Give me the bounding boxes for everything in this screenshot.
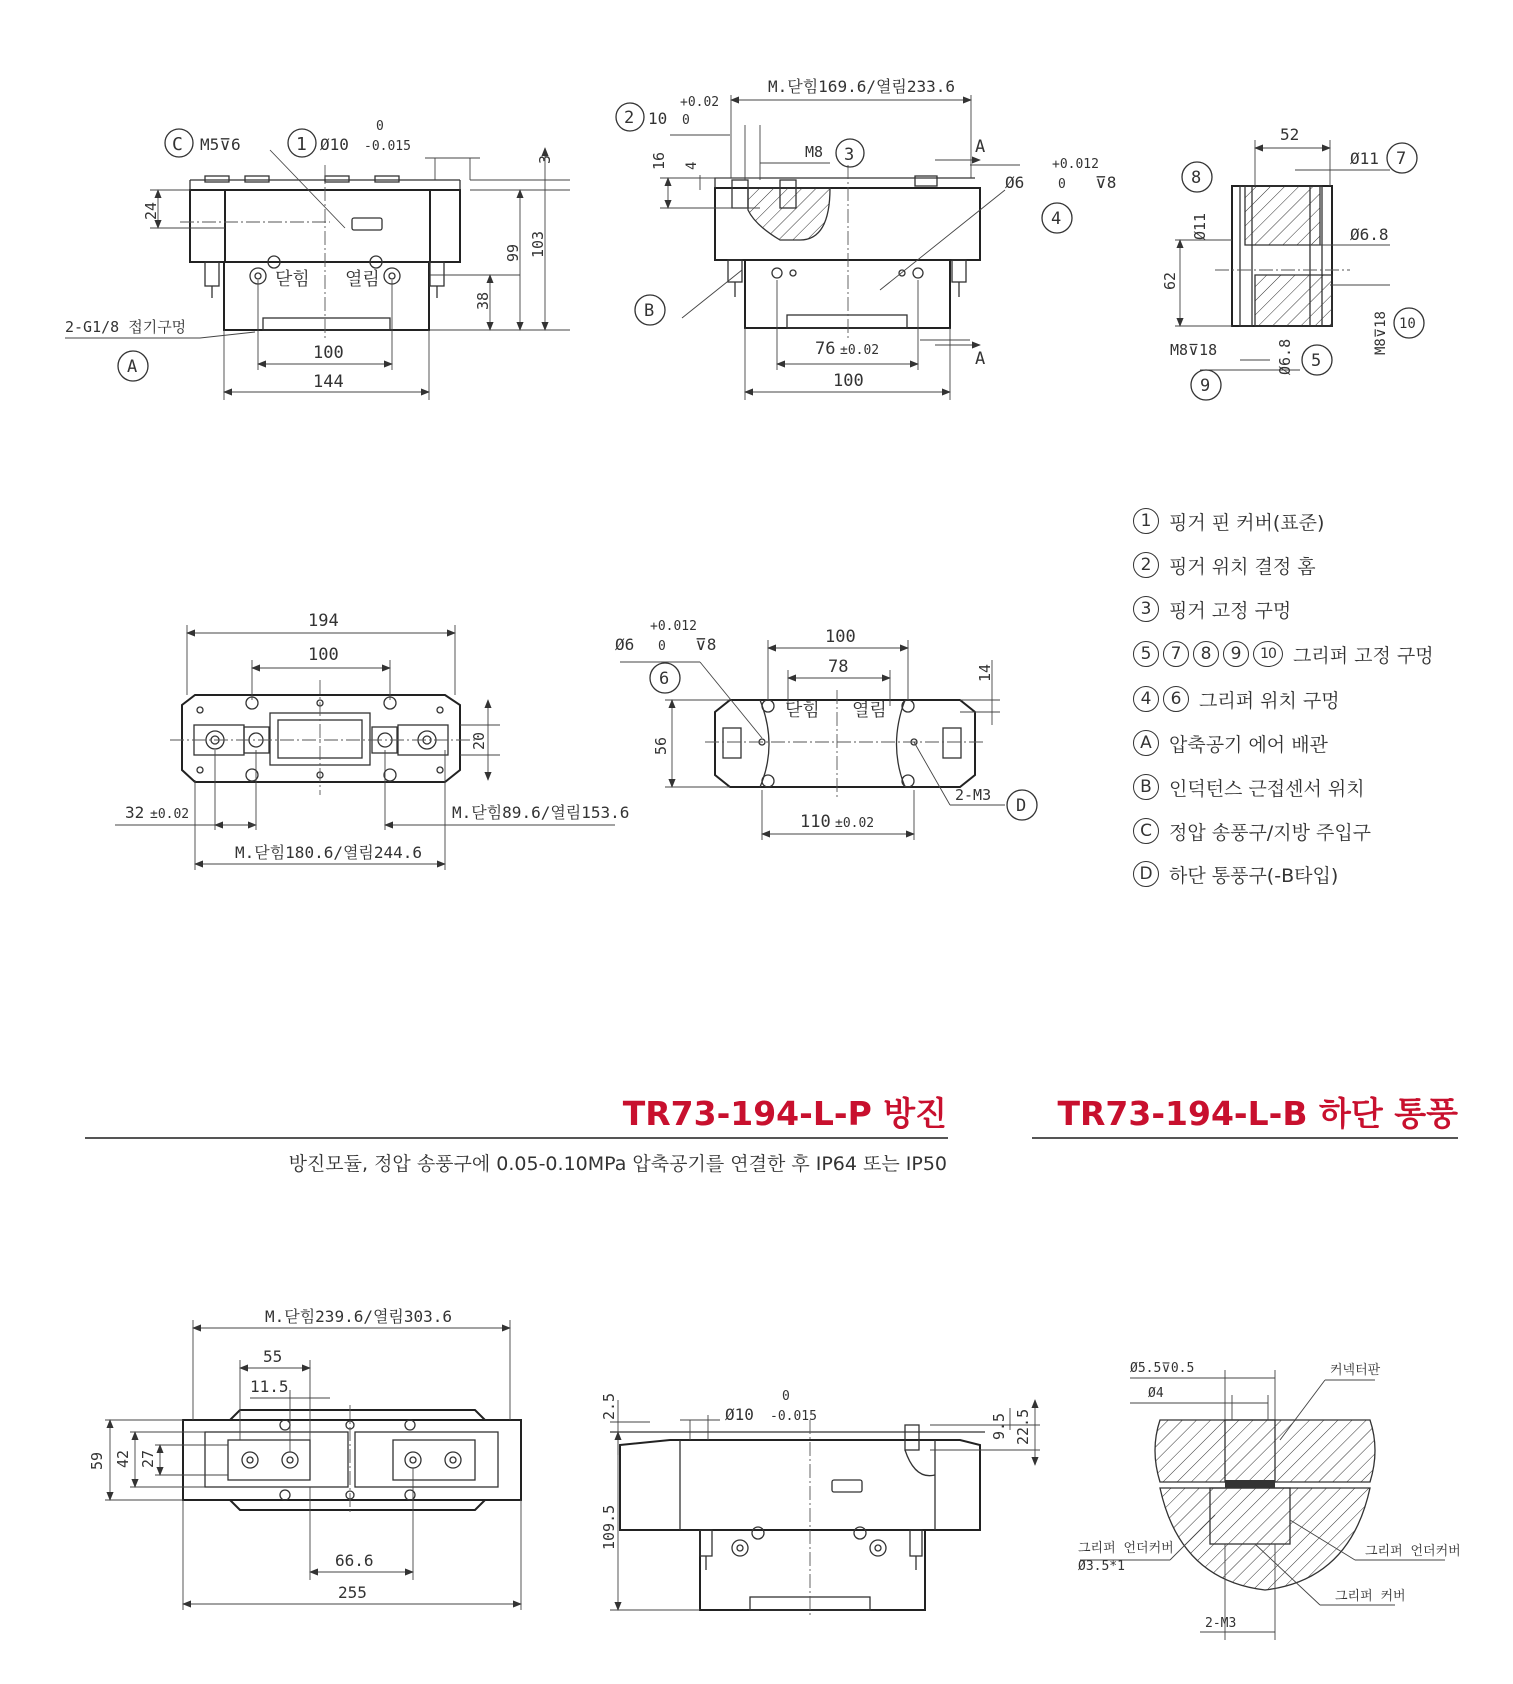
- label-dim-55: 55: [263, 1347, 283, 1366]
- label-tol-lower: 0: [682, 113, 690, 128]
- legend-marker-6: 6: [1163, 686, 1189, 712]
- legend-item-9: [1133, 858, 1338, 890]
- label-tol-lower: -0.015: [364, 139, 411, 154]
- dustproof-note: 방진모듈, 정압 송풍구에 0.05-0.10MPa 압축공기를 연결한 후 IP64 또는 IP50: [288, 1153, 947, 1175]
- label-dim-109-5: 109.5: [600, 1504, 618, 1550]
- section-view: [616, 77, 1116, 400]
- label-m8: M8: [805, 143, 824, 161]
- label-dim-4: 4: [684, 161, 700, 170]
- label-tol-upper: +0.02: [680, 95, 720, 110]
- legend-item-5: [1133, 683, 1340, 715]
- label-dim-42: 42: [114, 1449, 132, 1468]
- label-dim-20: 20: [470, 731, 488, 750]
- label-dim-2-5: 2.5: [600, 1392, 618, 1420]
- label-dim-27: 27: [139, 1449, 157, 1468]
- label-d6-lower: 0: [1058, 177, 1066, 192]
- label-dim-16: 16: [650, 151, 668, 170]
- label-open: 열림: [852, 700, 887, 721]
- legend-marker-3: 3: [1133, 596, 1159, 622]
- label-tol-upper: 0: [376, 119, 384, 134]
- legend-marker-b: B: [1133, 774, 1159, 800]
- label-m8-depth: M8⊽18: [1170, 341, 1218, 359]
- legend-text-1: 핑거 핀 커버(표준): [1169, 511, 1325, 534]
- label-d6-depth: ⊽8: [695, 635, 717, 654]
- label-under-cover-right: 그리퍼 언더커버: [1365, 1544, 1461, 1559]
- label-dim-3: 3: [536, 154, 554, 164]
- label-dim-255: 255: [338, 1583, 367, 1602]
- label-dim-99: 99: [504, 243, 522, 262]
- label-under-cover-left: 그리퍼 언더커버: [1078, 1541, 1174, 1556]
- label-dim-100: 100: [308, 645, 339, 665]
- label-tol-76: ±0.02: [840, 343, 880, 358]
- label-marker-9: 9: [1200, 376, 1211, 396]
- label-marker-3: 3: [844, 145, 855, 165]
- label-stroke: M.닫힘239.6/열림303.6: [265, 1307, 453, 1326]
- label-d4: Ø4: [1148, 1386, 1164, 1401]
- label-marker-7: 7: [1396, 149, 1407, 169]
- label-dim-100: 100: [833, 371, 864, 391]
- legend-item-2: [1133, 549, 1316, 581]
- label-d6-8-bottom: Ø6.8: [1276, 338, 1294, 375]
- label-dim-110: 110: [800, 812, 831, 832]
- bottom-vent-rule: [1032, 1137, 1458, 1139]
- legend-item-4: [1133, 638, 1434, 670]
- legend-marker-4: 4: [1133, 686, 1159, 712]
- label-d5-5: Ø5.5⊽0.5: [1130, 1361, 1195, 1376]
- label-d6-lower: 0: [658, 639, 666, 654]
- label-dim-144: 144: [313, 372, 344, 392]
- label-open: 열림: [345, 269, 380, 290]
- label-tol-110: ±0.02: [835, 816, 875, 831]
- detail-view: [1078, 1361, 1461, 1640]
- dustproof-title: TR73-194-L-P 방진: [622, 1094, 947, 1133]
- legend-marker-c: C: [1133, 818, 1159, 844]
- label-marker-1: 1: [296, 134, 307, 155]
- legend-marker-2: 2: [1133, 552, 1159, 578]
- label-dim-103: 103: [529, 230, 547, 258]
- label-m5: M5⊽6: [200, 135, 241, 154]
- label-arrow-a-bottom: A: [975, 349, 986, 369]
- top-view: [115, 611, 629, 870]
- label-dim-59: 59: [88, 1451, 106, 1470]
- label-dim-78: 78: [828, 657, 849, 677]
- label-d10: Ø10: [725, 1405, 754, 1424]
- label-tol-32: ±0.02: [150, 807, 190, 822]
- label-dim-66-6: 66.6: [335, 1551, 374, 1570]
- label-dim-24: 24: [142, 201, 160, 220]
- label-marker-8: 8: [1191, 168, 1202, 188]
- label-tol-upper: 0: [782, 1389, 790, 1404]
- label-marker-c: C: [172, 134, 183, 155]
- label-arrow-a-top: A: [975, 137, 986, 157]
- label-d6-upper: +0.012: [1052, 157, 1099, 172]
- label-marker-10: 10: [1399, 316, 1416, 332]
- legend-marker-1: 1: [1133, 508, 1159, 534]
- label-marker-d: D: [1016, 796, 1027, 816]
- legend-item-1: [1133, 505, 1324, 537]
- legend-marker-9: 9: [1223, 641, 1249, 667]
- label-dim-194: 194: [308, 611, 339, 631]
- label-d6: Ø6: [1005, 173, 1025, 192]
- label-m8-18: M8⊽18: [1373, 311, 1389, 355]
- legend-text-8: 정압 송풍구/지방 주입구: [1169, 821, 1372, 844]
- legend-marker-d: D: [1133, 861, 1159, 887]
- legend-item-8: [1133, 815, 1371, 847]
- label-dim-32: 32: [125, 803, 145, 822]
- legend-item-7: [1133, 771, 1365, 803]
- label-groove: 10: [648, 109, 668, 128]
- label-d6: Ø6: [615, 635, 635, 654]
- label-d6-8-top: Ø6.8: [1350, 225, 1389, 244]
- legend-marker-7: 7: [1163, 641, 1189, 667]
- label-d10: Ø10: [320, 135, 349, 154]
- label-marker-4: 4: [1051, 209, 1062, 229]
- label-under-cover-hole: Ø3.5*1: [1078, 1559, 1125, 1574]
- label-close: 닫힘: [785, 700, 820, 721]
- legend-item-6: [1133, 727, 1328, 759]
- label-dim-76: 76: [815, 339, 836, 359]
- label-port: 2-G1/8 접기구멍: [65, 318, 187, 336]
- label-m3: 2-M3: [955, 786, 992, 804]
- legend-marker-10: 10: [1253, 641, 1283, 667]
- label-dim-38: 38: [474, 291, 492, 310]
- label-d11-top: Ø11: [1350, 149, 1379, 168]
- legend-item-3: [1133, 593, 1291, 625]
- label-dim-62: 62: [1161, 271, 1179, 290]
- label-d6-upper: +0.012: [650, 619, 697, 634]
- label-dim-100: 100: [313, 343, 344, 363]
- legend-marker-5: 5: [1133, 641, 1159, 667]
- p-front-view: [600, 1389, 1040, 1615]
- label-connector-plate: 커넥터판: [1330, 1363, 1381, 1378]
- legend-text-7: 인덕턴스 근접센서 위치: [1169, 777, 1365, 800]
- label-d6-depth: ⊽8: [1095, 173, 1117, 192]
- label-marker-b: B: [644, 301, 655, 321]
- label-dim-100: 100: [825, 627, 856, 647]
- legend-text-2: 핑거 위치 결정 홈: [1169, 555, 1316, 578]
- label-marker-a: A: [127, 357, 138, 377]
- dustproof-rule: [85, 1137, 948, 1139]
- label-dim-22-5: 22.5: [1014, 1408, 1032, 1445]
- p-top-view: [88, 1307, 521, 1610]
- label-dim-14: 14: [976, 663, 994, 682]
- label-dim-9-5: 9.5: [990, 1412, 1008, 1440]
- label-m3: 2-M3: [1205, 1616, 1237, 1631]
- legend-text-9: 하단 통풍구(-B타입): [1169, 864, 1339, 887]
- legend-marker-8: 8: [1193, 641, 1219, 667]
- bottom-vent-title: TR73-194-L-B 하단 통풍: [1057, 1094, 1458, 1133]
- label-marker-6: 6: [659, 669, 670, 689]
- legend-text-5: 그리퍼 위치 구멍: [1199, 689, 1340, 712]
- label-close: 닫힘: [275, 269, 310, 290]
- legend-text-4: 그리퍼 고정 구멍: [1293, 644, 1434, 667]
- label-marker-5: 5: [1311, 351, 1322, 371]
- label-cover: 그리퍼 커버: [1335, 1589, 1406, 1604]
- label-d11-side: Ø11: [1191, 212, 1209, 240]
- legend-marker-a: A: [1133, 730, 1159, 756]
- bottom-view: [615, 619, 1037, 840]
- legend-text-6: 압축공기 에어 배관: [1169, 733, 1328, 756]
- side-view: [1161, 125, 1424, 400]
- label-tol-lower: -0.015: [770, 1409, 817, 1424]
- label-dim-11-5: 11.5: [250, 1377, 289, 1396]
- legend-text-3: 핑거 고정 구멍: [1169, 599, 1292, 622]
- label-dim-52: 52: [1280, 125, 1300, 144]
- label-marker-2: 2: [624, 108, 635, 128]
- label-stroke-1: M.닫힘89.6/열림153.6: [452, 803, 630, 822]
- label-stroke-2: M.닫힘180.6/열림244.6: [235, 843, 423, 862]
- label-dim-56: 56: [652, 736, 670, 755]
- front-view: [65, 119, 570, 400]
- label-stroke: M.닫힘169.6/열림233.6: [768, 77, 956, 96]
